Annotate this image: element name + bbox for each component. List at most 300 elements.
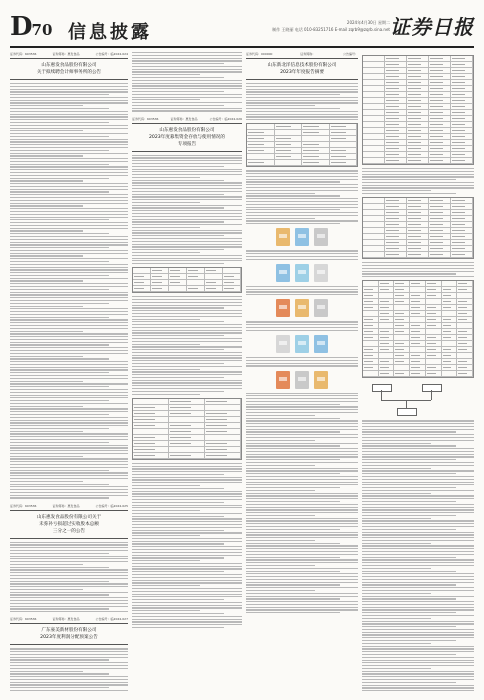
text-line [132,380,242,381]
table-cell [363,158,385,164]
text-line [246,601,358,602]
text-line [132,596,242,597]
stock-name: 证券简称：惠发食品 [52,617,80,622]
text-line [132,185,242,186]
text-line [132,346,242,347]
text-line [132,518,242,519]
text-line [246,507,358,508]
text-line [10,478,128,479]
stock-name: 证券简称：惠发食品 [170,116,198,121]
text-line [132,174,242,175]
text-line [10,353,128,354]
text-line [132,205,242,206]
text-line [132,258,242,259]
text-line [10,278,128,279]
product-image [276,335,290,353]
text-line [362,576,474,577]
text-line [132,324,242,325]
stock-name: 证券简称：惠发食品 [52,52,80,56]
text-line [246,593,358,594]
text-line [362,598,456,599]
notice-body [362,262,474,277]
text-line [132,527,242,528]
text-line [246,415,315,416]
text-line [132,341,242,342]
text-line [10,420,128,421]
text-line [132,513,242,514]
text-line [362,532,474,533]
text-line [246,256,358,257]
text-line [10,372,109,373]
text-line [246,515,315,516]
text-line [362,587,474,588]
text-line [362,568,431,569]
text-line [246,487,340,488]
text-line [132,319,200,320]
text-line [362,607,474,608]
text-line [10,668,128,669]
text-line [132,385,242,386]
text-line [10,417,128,418]
text-line [10,180,83,181]
text-line [10,489,128,490]
text-line [132,310,242,311]
text-line [362,193,456,194]
text-line [132,52,242,53]
text-line [132,260,242,261]
stock-code: 证券代码：603536 [132,116,159,121]
text-line [132,566,242,567]
text-line [132,521,242,522]
product-images-row [246,228,358,246]
notice-title-line: 2023年度利润分配预案公告 [40,635,98,641]
text-line [362,174,474,175]
text-line [132,216,242,217]
text-line [10,139,128,140]
notice-body [10,648,128,692]
text-line [10,611,128,612]
text-line [132,171,242,172]
text-line [362,518,431,519]
text-line [362,265,474,266]
text-line [246,170,358,171]
text-line [246,573,358,574]
text-line [246,512,358,513]
text-line [10,203,128,204]
text-line [132,371,242,372]
text-line [10,233,109,234]
text-line [10,651,128,652]
notice-title [132,123,242,152]
text-line [132,219,242,220]
text-line [132,338,242,339]
text-line [10,606,128,607]
text-line [246,420,358,421]
text-line [10,581,109,582]
text-line [246,520,358,521]
text-line [132,355,242,356]
text-line [10,464,128,465]
text-line [246,116,358,117]
stock-code: 证券代码：000000 [246,52,273,56]
text-line [132,505,242,506]
text-line [10,564,83,565]
text-line [246,490,315,491]
text-line [246,451,358,452]
text-line [10,133,128,134]
text-line [10,597,128,598]
text-line [10,194,128,195]
table-cell [133,453,169,459]
text-line [132,627,224,628]
text-line [132,85,242,86]
text-line [246,190,358,191]
text-line [246,571,340,572]
text-line [246,540,315,541]
text-line [132,249,224,250]
stock-code: 证券代码：603536 [10,503,37,508]
text-line [246,454,358,455]
notice-body [362,420,474,692]
text-line [10,484,109,485]
text-line [132,491,242,492]
text-line [132,366,242,367]
text-line [362,273,456,274]
text-line [246,579,358,580]
text-line [132,588,242,589]
notice-body-continued [132,52,242,112]
notice-number: 公告编号： [342,52,358,56]
notice-number: 公告编号：临2024-026 [209,116,242,121]
text-line [10,392,128,393]
text-line [10,200,128,201]
quarterly-data-table [362,197,474,259]
text-line [246,493,358,494]
text-line [362,515,456,516]
table-cell [385,158,407,164]
text-line [362,679,474,680]
fund-usage-table [132,398,242,460]
notice-codes [132,117,242,121]
text-line [246,184,358,185]
text-line [132,202,200,203]
text-line [362,190,431,191]
text-line [10,662,128,663]
text-line [10,242,128,243]
text-line [10,442,109,443]
text-line [246,448,358,449]
text-line [10,389,128,390]
text-line [10,544,128,545]
text-line [132,180,224,181]
text-line [10,679,128,680]
text-line [246,545,358,546]
text-line [132,352,242,353]
product-image [314,371,328,389]
text-line [10,542,128,543]
text-line [362,448,474,449]
text-line [132,616,242,617]
text-line [132,580,242,581]
text-line [362,596,474,597]
text-line [132,560,200,561]
text-line [362,476,474,477]
diagram-box [397,408,417,416]
text-line [132,299,242,300]
text-line [10,665,128,666]
text-line [246,587,358,588]
text-line [246,465,315,466]
text-line [132,296,242,297]
text-line [10,166,128,167]
text-line [10,378,128,379]
text-line [362,482,474,483]
text-line [132,349,224,350]
text-line [10,105,83,106]
text-line [10,586,128,587]
text-line [132,88,242,89]
text-line [246,473,340,474]
diagram-box [372,384,392,392]
text-line [246,404,340,405]
text-line [10,114,128,115]
text-line [132,108,242,109]
text-line [246,509,358,510]
text-line [10,600,128,601]
text-line [246,440,315,441]
shareholder-table [362,280,474,378]
text-line [132,571,224,572]
text-line [10,558,128,559]
text-line [246,289,358,290]
stock-code: 证券代码：603536 [10,52,37,56]
notice-annual-report [246,52,358,613]
notice-title-line: 专项报告 [177,141,197,147]
text-line [362,271,474,272]
text-line [10,456,83,457]
text-line [362,582,474,583]
text-line [246,181,340,182]
text-line [10,136,109,137]
text-line [246,470,358,471]
financial-data-table [362,55,474,165]
text-line [10,178,109,179]
text-line [132,69,242,70]
text-line [10,314,128,315]
table-cell [429,158,451,164]
text-line [362,509,474,510]
text-line [362,501,456,502]
notice-title [10,623,128,645]
text-line [10,100,128,101]
text-line [362,440,474,441]
product-image [276,264,290,282]
text-line [10,317,109,318]
text-line [10,433,128,434]
text-line [10,147,128,148]
text-line [362,646,474,647]
text-line [10,414,109,415]
text-line [10,191,109,192]
text-line [246,212,358,213]
text-line [362,534,474,535]
text-line [132,91,224,92]
text-line [10,472,128,473]
text-line [246,426,358,427]
text-line [246,429,358,430]
text-line [10,172,128,173]
text-line [362,676,474,677]
text-line [362,537,474,538]
text-line [246,94,340,95]
text-line [10,358,109,359]
notice-body [132,296,242,395]
text-line [10,684,128,685]
diagram-line [431,390,432,400]
text-line [246,596,358,597]
product-image [276,299,290,317]
table-cell [275,160,303,166]
text-line [10,155,83,156]
text-line [132,374,242,375]
text-line [362,437,474,438]
page-letter: D [10,12,32,42]
table-cell [151,286,169,292]
text-line [132,58,242,59]
column-1 [10,52,128,692]
text-line [362,484,474,485]
text-line [132,555,242,556]
text-line [10,395,128,396]
text-line [10,567,109,568]
text-line [362,660,474,661]
text-line [246,83,358,84]
text-line [10,319,128,320]
text-line [246,551,358,552]
text-line [10,261,109,262]
text-line [132,391,224,392]
text-line [246,91,358,92]
text-line [10,311,128,312]
text-line [246,434,358,435]
text-line [362,687,474,688]
text-line [246,523,358,524]
text-line [132,63,224,64]
text-line [10,306,83,307]
text-line [246,468,358,469]
notice-title-line: 山东惠发食品股份有限公司关于 [36,514,102,520]
text-line [10,467,128,468]
text-line [246,456,358,457]
notice-title [10,510,128,539]
notice-title-line: 未弥补亏损超过实收股本总额 [39,521,99,527]
text-line [246,321,358,322]
text-line [10,569,128,570]
text-line [10,119,128,120]
table-cell [426,371,442,377]
text-line [132,563,242,564]
text-line [132,388,242,389]
notice-codes [10,52,128,56]
text-line [10,344,109,345]
text-line [10,673,109,674]
text-line [10,294,128,295]
text-line [132,199,242,200]
text-line [132,160,242,161]
text-line [132,507,242,508]
text-line [132,196,242,197]
text-line [132,516,224,517]
text-line [132,582,242,583]
text-line [246,418,340,419]
text-line [132,207,224,208]
text-line [246,108,340,109]
text-line [10,458,128,459]
text-line [132,591,242,592]
text-line [132,557,224,558]
text-line [10,481,83,482]
text-line [132,549,242,550]
text-line [246,590,315,591]
table-cell [247,160,275,166]
text-line [362,634,474,635]
text-line [246,437,358,438]
text-line [362,629,474,630]
text-line [362,648,474,649]
text-line [362,523,474,524]
text-line [362,456,474,457]
text-line [10,356,83,357]
text-line [362,654,456,655]
notice-number: 公告编号：临2024-027 [95,617,128,622]
text-line [246,291,358,292]
text-line [246,584,340,585]
text-line [10,547,128,548]
text-line [246,479,358,480]
notice-losses [10,504,128,613]
text-line [246,482,358,483]
text-line [246,462,358,463]
text-line [246,568,358,569]
section-title: 信息披露 [68,22,152,43]
text-line [132,546,242,547]
text-line [246,409,358,410]
text-line [132,244,242,245]
text-line [10,386,109,387]
page-num: 70 [31,21,53,39]
text-line [246,459,340,460]
newspaper-logo: 证券日报 [390,15,474,39]
notice-title-line: 广东豪美新材股份有限公司 [41,628,97,634]
column-4 [362,52,474,692]
text-line [246,445,340,446]
text-line [10,436,128,437]
table-cell [451,252,473,258]
text-line [10,648,128,649]
text-line [132,621,242,622]
product-image [314,264,328,282]
text-line [246,193,315,194]
text-line [10,592,128,593]
text-line [246,198,358,199]
text-line [10,161,128,162]
text-line [10,186,128,187]
table-cell [429,252,451,258]
text-line [132,213,242,214]
text-line [10,303,109,304]
text-line [10,470,109,471]
text-line [10,553,109,554]
